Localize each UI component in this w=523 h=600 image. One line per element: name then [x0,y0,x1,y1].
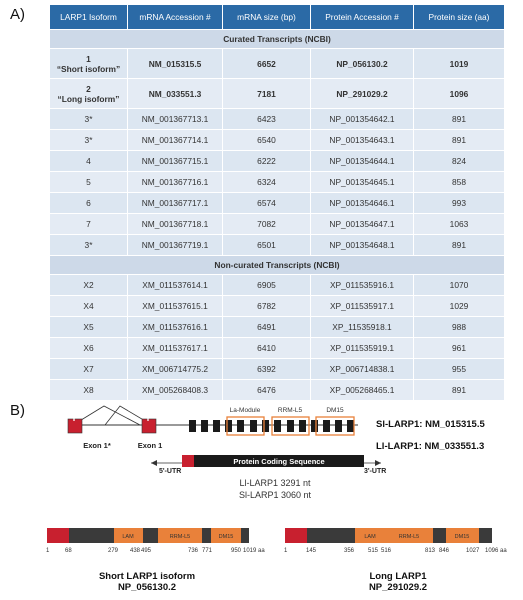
cds-red-start [182,455,194,467]
cell-isoform: 7 [50,214,128,235]
exon-1-star-label: Exon 1* [83,441,111,450]
cell-isoform: 3* [50,109,128,130]
sl-nt-label: Sl-LARP1 3060 nt [238,490,312,500]
cell-mrna-size: 6423 [223,109,311,130]
cell-protein: XP_11535918.1 [311,317,414,338]
table-row [50,296,505,317]
dm15-label: DM15 [326,407,344,414]
table-row [50,380,505,401]
sl-larp1-label: Sl-LARP1: NM_015315.5 [376,419,485,430]
cell-mrna: XM_011537615.1 [128,296,223,317]
cell-protein: XP_005268465.1 [311,380,414,401]
short-tick-end: 1019 aa [243,548,265,554]
header-isoform: LARP1 Isoform [50,5,128,30]
cell-mrna-size: 6652 [223,49,311,79]
long-tick-515: 515 [368,548,379,554]
cell-isoform [50,79,128,109]
cell-isoform: X5 [50,317,128,338]
short-rrm-label: RRM-L5 [169,534,191,540]
table-header-row [50,5,505,30]
panel-b-label: B) [10,402,25,419]
cell-mrna: NM_001367718.1 [128,214,223,235]
long-tick-end: 1096 aa [485,548,507,554]
cell-mrna-size: 6782 [223,296,311,317]
cell-isoform: X8 [50,380,128,401]
cell-protein-size: 891 [414,109,505,130]
cell-protein: XP_011535919.1 [311,338,414,359]
long-tick-1027: 1027 [466,548,480,554]
cell-mrna-size: 6410 [223,338,311,359]
cell-isoform: 5 [50,172,128,193]
long-tick-145: 145 [306,548,317,554]
table-row [50,151,505,172]
short-dm15-label: DM15 [218,534,234,540]
cell-mrna-size: 6324 [223,172,311,193]
cell-mrna-size: 6540 [223,130,311,151]
table-row [50,172,505,193]
short-tick-495: 495 [141,548,152,554]
cell-protein: NP_001354648.1 [311,235,414,256]
utr-3-label: 3'-UTR [364,468,387,475]
cell-protein-size: 955 [414,359,505,380]
table-row [50,193,505,214]
short-tick-68: 68 [65,548,72,554]
section-title-noncurated: Non-curated Transcripts (NCBI) [50,256,505,275]
cell-mrna: NM_001367714.1 [128,130,223,151]
cell-isoform: X7 [50,359,128,380]
ll-nt-label: Ll-LARP1 3291 nt [239,478,311,488]
section-row-noncurated [50,256,505,275]
cell-mrna-size: 7082 [223,214,311,235]
long-rrm-label: RRM-L5 [398,534,420,540]
cell-isoform: X4 [50,296,128,317]
cell-protein-size: 961 [414,338,505,359]
cell-mrna: NM_033551.3 [128,79,223,109]
cell-mrna-size: 6491 [223,317,311,338]
cell-mrna-size: 6476 [223,380,311,401]
table-row [50,317,505,338]
isoform-number: 1 [86,53,91,64]
short-red-segment [47,528,69,543]
long-tick-356: 356 [344,548,355,554]
cell-isoform: 3* [50,235,128,256]
short-tick-950: 950 [231,548,242,554]
panel-a-label: A) [10,6,25,23]
table-row [50,235,505,256]
cell-protein: NP_001354645.1 [311,172,414,193]
long-tick-516: 516 [381,548,392,554]
long-red-segment [285,528,307,543]
table-row [50,130,505,151]
cell-protein-size: 891 [414,380,505,401]
cell-isoform: 6 [50,193,128,214]
cell-mrna-size: 6392 [223,359,311,380]
transcripts-table [49,4,505,401]
cell-mrna: XM_011537617.1 [128,338,223,359]
long-lam-label: LAM [364,534,376,540]
cell-protein: NP_001354646.1 [311,193,414,214]
cell-protein-size: 1063 [414,214,505,235]
noncurated-rows [50,275,505,401]
cell-protein: NP_001354642.1 [311,109,414,130]
cell-mrna: NM_001367713.1 [128,109,223,130]
cell-protein-size: 1096 [414,79,505,109]
cell-protein-size: 988 [414,317,505,338]
rrm-label: RRM-L5 [277,407,303,414]
cell-protein: NP_001354643.1 [311,130,414,151]
cell-mrna: NM_001367719.1 [128,235,223,256]
cell-mrna-size: 6574 [223,193,311,214]
header-mrna-accession: mRNA Accession # [128,5,223,30]
table-row [50,79,505,109]
isoform-nickname: “Long isoform” [57,93,120,104]
exon-1-star-box [68,419,82,433]
short-lam-label: LAM [122,534,134,540]
long-tick-813: 813 [425,548,436,554]
cell-mrna: XM_011537616.1 [128,317,223,338]
cell-mrna: NM_001367716.1 [128,172,223,193]
short-caption-1: Short LARP1 isoform [98,571,196,582]
cell-mrna-size: 6905 [223,275,311,296]
table-row [50,214,505,235]
header-mrna-size: mRNA size (bp) [223,5,311,30]
splice-line-1 [73,406,140,425]
short-tick-438: 438 [130,548,141,554]
table-row [50,49,505,79]
table-row [50,359,505,380]
ll-larp1-label: Ll-LARP1: NM_033551.3 [376,441,485,452]
utr-5-label: 5'-UTR [159,468,182,475]
isoform-nickname: “Short isoform” [56,63,121,74]
cell-mrna: NM_001367717.1 [128,193,223,214]
cell-mrna-size: 7181 [223,79,311,109]
cell-mrna-size: 6501 [223,235,311,256]
section-row-curated [50,30,505,49]
utr-3-arrowhead [375,460,381,466]
short-tick-736: 736 [188,548,199,554]
cell-protein: NP_001354647.1 [311,214,414,235]
cell-protein: NP_291029.2 [311,79,414,109]
cell-mrna: XM_005268408.3 [128,380,223,401]
long-caption-1: Long LARP1 [369,571,427,582]
cell-protein-size: 891 [414,130,505,151]
header-protein-accession: Protein Accession # [311,5,414,30]
long-tick-846: 846 [439,548,450,554]
cell-mrna: NM_001367715.1 [128,151,223,172]
cell-mrna-size: 6222 [223,151,311,172]
section-title-curated: Curated Transcripts (NCBI) [50,30,505,49]
short-tick-1: 1 [46,548,50,554]
long-isoform-diagram [268,515,523,595]
la-module-box [227,417,264,435]
cell-protein: NP_001354644.1 [311,151,414,172]
short-caption-2: NP_056130.2 [117,582,177,593]
cell-protein-size: 993 [414,193,505,214]
cell-isoform: 3* [50,130,128,151]
table-row [50,275,505,296]
cell-protein-size: 891 [414,235,505,256]
long-dm15-label: DM15 [454,534,470,540]
cell-isoform: X2 [50,275,128,296]
cell-mrna: XM_011537614.1 [128,275,223,296]
long-caption-2: NP_291029.2 [368,582,428,593]
cell-protein-size: 1070 [414,275,505,296]
long-tick-1: 1 [284,548,288,554]
utr-5-arrowhead [151,460,157,466]
short-tick-279: 279 [108,548,119,554]
exon-1-label: Exon 1 [137,441,163,450]
cell-isoform: X6 [50,338,128,359]
cell-protein: XP_011535916.1 [311,275,414,296]
cell-protein: XP_006714838.1 [311,359,414,380]
cell-protein-size: 824 [414,151,505,172]
table-row [50,109,505,130]
cell-protein: NP_056130.2 [311,49,414,79]
cell-isoform: 4 [50,151,128,172]
cell-protein-size: 858 [414,172,505,193]
table-row [50,338,505,359]
cell-protein-size: 1019 [414,49,505,79]
isoform-number: 2 [86,83,91,94]
exon-1-box [142,419,156,433]
cell-isoform [50,49,128,79]
short-isoform-diagram [0,515,265,595]
cell-mrna: NM_015315.5 [128,49,223,79]
cell-mrna: XM_006714775.2 [128,359,223,380]
short-tick-771: 771 [202,548,213,554]
cell-protein: XP_011535917.1 [311,296,414,317]
curated-rows [50,109,505,256]
cell-protein-size: 1029 [414,296,505,317]
cds-label: Protein Coding Sequence [233,457,325,466]
la-module-label: La-Module [229,407,261,414]
header-protein-size: Protein size (aa) [414,5,505,30]
